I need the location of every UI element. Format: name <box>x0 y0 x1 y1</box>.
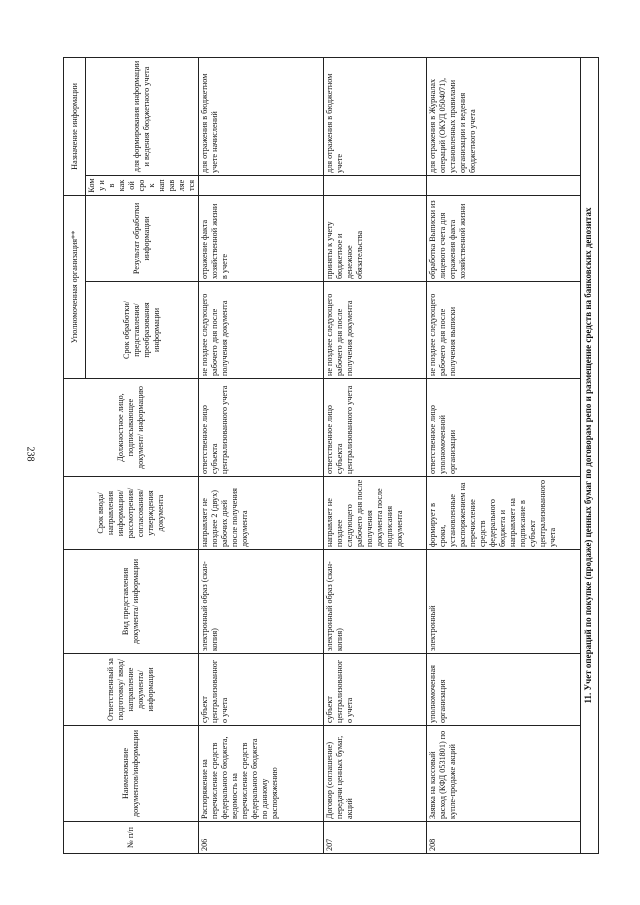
cell-deadline: формирует в сроки, установленные распоряжением на перечисление средств федерального бюджета и направляет на подписание в субъект централизованного учета <box>427 477 581 550</box>
cell-name: Заявка на кассовый расход (КФД 0531801) по купле-продаже акций <box>427 726 581 822</box>
cell-num: 207 <box>324 822 427 854</box>
header-type: Вид представления документа/ информации <box>64 550 199 654</box>
cell-whom <box>324 176 427 196</box>
cell-proc-deadline: не позднее следующего рабочего дня после получения документа <box>199 282 324 379</box>
cell-purpose: для отражения в Журналах операций (ОКУД 0504071), установленных правилами организации и ведения бюджетного учета <box>427 57 581 175</box>
header-whom: Кому и в какой срок направляется <box>86 176 199 196</box>
header-proc-result: Результат обработки информации <box>86 196 199 282</box>
cell-proc-deadline: не позднее следующего рабочего дня после получения документа <box>324 282 427 379</box>
cell-proc-result: обработка Выписки из лицевого счета для отражения факта хозяйственной жизни <box>427 196 581 282</box>
cell-num: 208 <box>427 822 581 854</box>
cell-official: ответственное лицо субъекта централизованного учета <box>324 379 427 477</box>
cell-purpose: для отражения в бюджетном учете <box>324 57 427 175</box>
rotated-table-container <box>63 58 593 854</box>
cell-purpose: для отражения в бюджетном учете начислений <box>199 57 324 175</box>
cell-whom <box>199 176 324 196</box>
cell-proc-deadline: не позднее следующего рабочего дня после получения выписки <box>427 282 581 379</box>
cell-official: ответственное лицо субъекта централизованного учета <box>199 379 324 477</box>
header-purpose: для формирования информации и ведения бюджетного учета <box>86 57 199 175</box>
cell-name: Распоряжение на перечисление средств федерального бюджета, ведомость на перечисление средств федерального бюджета по данному распоряжению <box>199 726 324 822</box>
cell-type: электронный образ (скан-копия) <box>324 550 427 654</box>
section-row <box>581 57 599 853</box>
table-row <box>324 57 427 853</box>
table-row <box>427 57 581 853</box>
header-proc-deadline: Срок обработки/ представления/ преобразования информации <box>86 282 199 379</box>
header-name: Наименование документов/информации <box>64 726 199 822</box>
header-group-org: Уполномоченная организация** <box>64 196 86 379</box>
header-num: № п/п <box>64 822 199 854</box>
cell-responsible: субъект централизованного учета <box>199 654 324 726</box>
cell-type: электронный <box>427 550 581 654</box>
cell-deadline: направляет не позднее следующего рабочего дня после получения документа после подписания документа <box>324 477 427 550</box>
header-group-purpose: Назначение информации <box>64 57 86 195</box>
cell-proc-result: отражение факта хозяйственной жизни в учете <box>199 196 324 282</box>
cell-official: ответственное лицо уполномоченной организации <box>427 379 581 477</box>
header-responsible: Ответственный за подготовку/ ввод/ направление документа/ информации <box>64 654 199 726</box>
table-row <box>199 57 324 853</box>
cell-proc-result: приняты к учету бюджетное и денежное обязательства <box>324 196 427 282</box>
cell-deadline: направляет не позднее 2 (двух) рабочих дней после получения документа <box>199 477 324 550</box>
cell-responsible: субъект централизованного учета <box>324 654 427 726</box>
page-number: 238 <box>24 446 36 462</box>
table-body <box>199 57 599 853</box>
header-official: Должностное лицо, подписывающее документ/ информацию <box>64 379 199 477</box>
cell-num: 206 <box>199 822 324 854</box>
cell-responsible: уполномоченная организация <box>427 654 581 726</box>
table-header <box>64 57 199 853</box>
cell-name: Договор (соглашение) передачи ценных бумаг, акций <box>324 726 427 822</box>
cell-whom <box>427 176 581 196</box>
cell-type: электронный образ (скан-копия) <box>199 550 324 654</box>
header-deadline: Срок ввода/ направления информации/ рассмотрения/ согласования/ утверждения документа <box>64 477 199 550</box>
section-title: 11. Учет операций по покупке (продаже) ценных бумаг по договорам репо и размещение средств на банковских депозитах <box>581 57 599 853</box>
accounting-table <box>63 57 599 854</box>
